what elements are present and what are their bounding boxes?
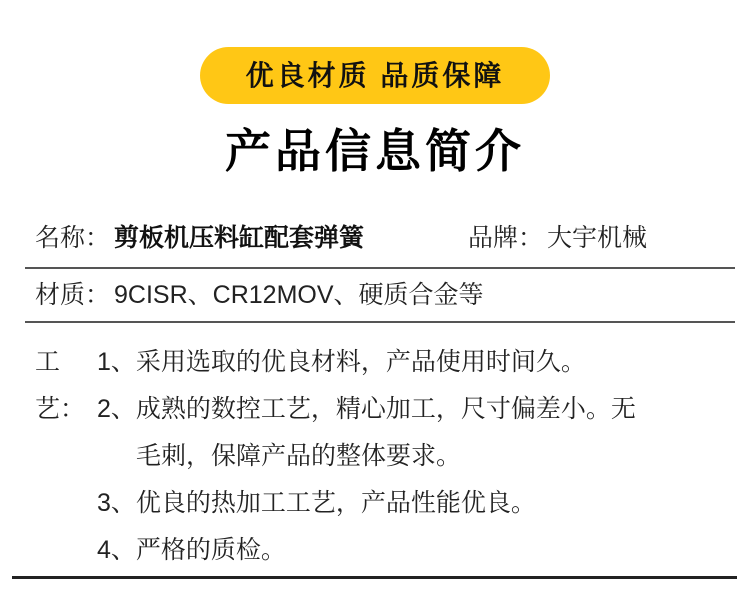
process-item-1: 1、采用选取的优良材料，产品使用时间久。: [97, 348, 586, 376]
process-item-3: 3、优良的热加工工艺，产品性能优良。: [97, 489, 536, 517]
section-bottom-divider: [12, 576, 737, 579]
process-item-2: 2、成熟的数控工艺，精心加工，尺寸偏差小。无毛刺，保障产品的整体要求。: [97, 395, 636, 470]
process-label: 工艺：: [35, 348, 86, 423]
brand-group: [468, 222, 647, 255]
product-info-table: [25, 211, 735, 574]
material-value: 9CISR、CR12MOV、硬质合金等: [114, 281, 484, 309]
badge-row: [0, 0, 750, 104]
quality-badge: 优良材质 品质保障: [200, 47, 551, 104]
page-title: 产品信息简介: [225, 125, 525, 177]
name-brand-row: [25, 211, 735, 269]
material-label: 材质：: [35, 281, 111, 309]
brand-value: 大宇机械: [547, 224, 648, 252]
process-item-4: 4、严格的质检。: [97, 536, 286, 564]
brand-label: 品牌：: [468, 224, 544, 252]
name-value: 剪板机压料缸配套弹簧: [114, 224, 365, 252]
process-row: [25, 339, 735, 574]
material-row: [25, 269, 735, 323]
process-list: [97, 339, 655, 574]
name-label: 名称：: [35, 224, 111, 252]
